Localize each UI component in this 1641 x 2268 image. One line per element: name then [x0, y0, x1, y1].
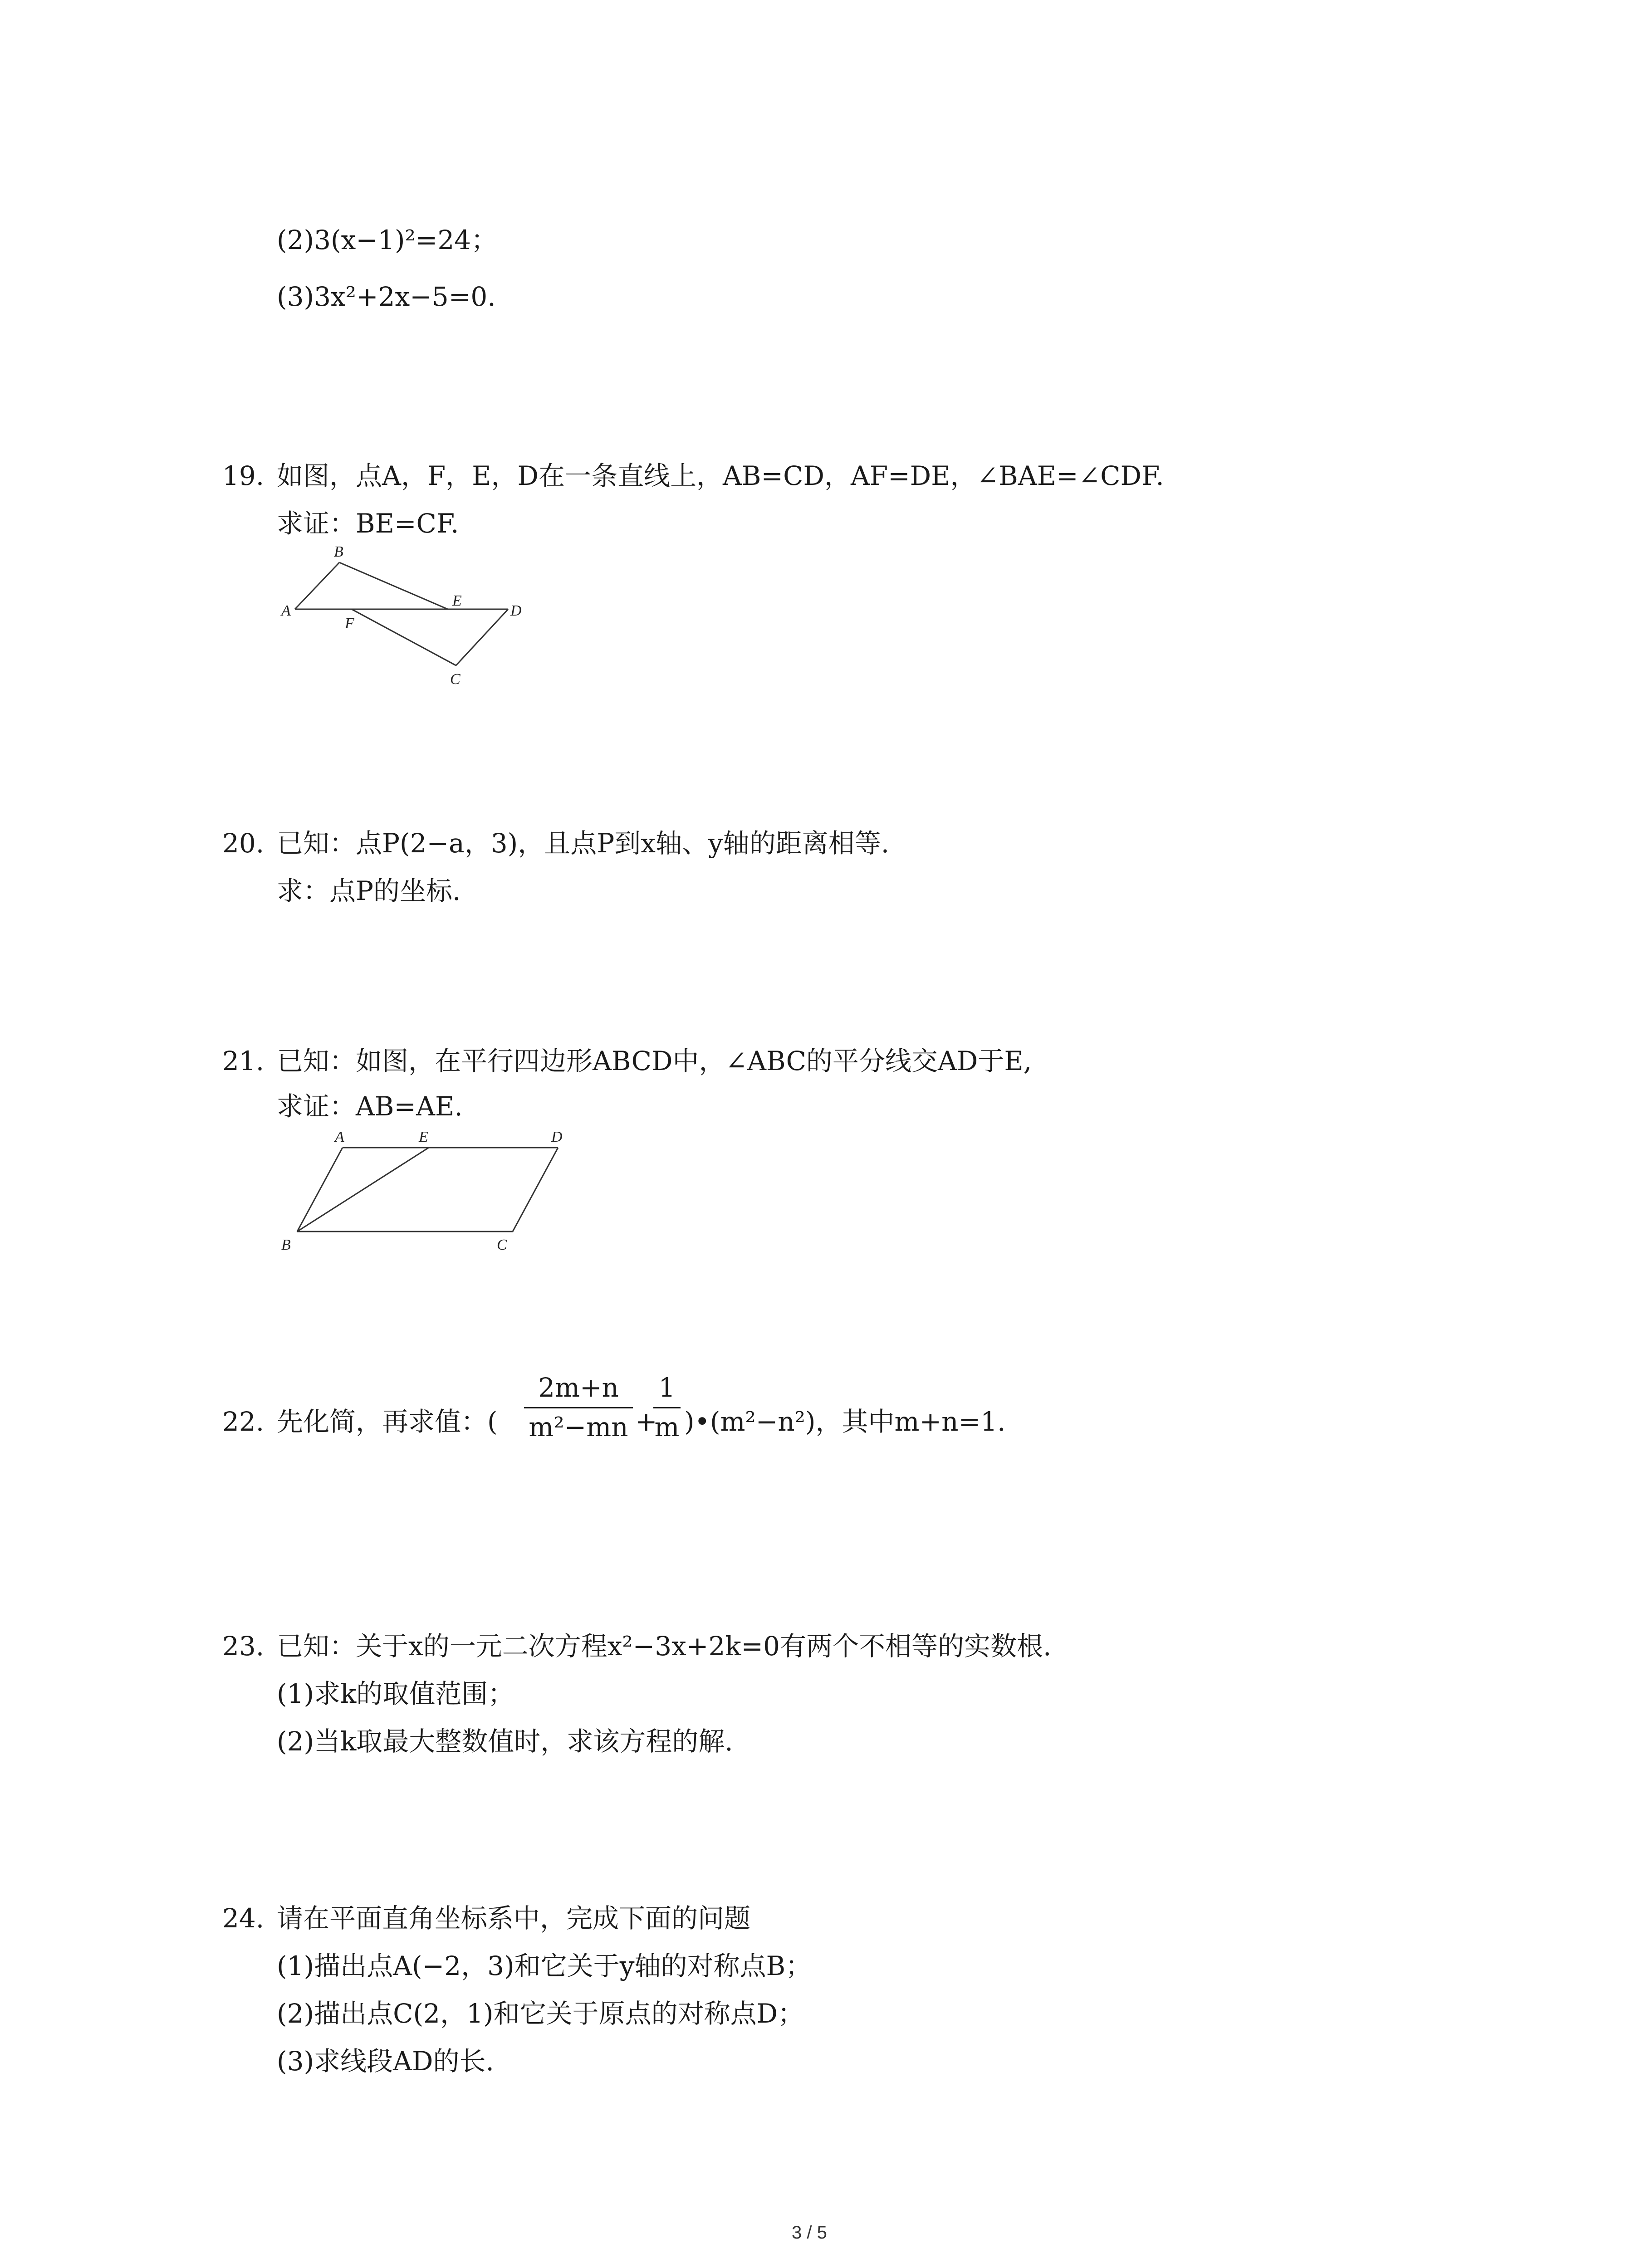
- p20-ask: 求：点P的坐标.: [277, 875, 461, 906]
- p24-statement: 请在平面直角坐标系中，完成下面的问题: [277, 1903, 751, 1934]
- p22-prefix: 先化简，再求值：(: [277, 1406, 498, 1437]
- p19-label-e: E: [452, 592, 462, 609]
- p19-label-f: F: [345, 615, 354, 632]
- p21-label-c: C: [497, 1237, 507, 1253]
- p22-fraction-2: [653, 1374, 681, 1440]
- p19-label-b: B: [334, 543, 343, 560]
- p21-statement: 已知：如图，在平行四边形ABCD中，∠ABC的平分线交AD于E,: [277, 1046, 1032, 1076]
- p21-label-d: D: [551, 1129, 563, 1145]
- p19-number: 19.: [222, 460, 265, 491]
- p23-number: 23.: [222, 1631, 265, 1662]
- p20-statement: 已知：点P(2−a，3)，且点P到x轴、y轴的距离相等.: [277, 828, 890, 859]
- p24-part1: (1)描出点A(−2，3)和它关于y轴的对称点B；: [277, 1950, 812, 1981]
- p22-frac1-numerator: 2m+n: [538, 1372, 619, 1403]
- p19-label-d: D: [510, 602, 522, 619]
- p22-fraction-1: [524, 1374, 633, 1440]
- p23-part1: (1)求k的取值范围；: [277, 1678, 514, 1709]
- p18-part2: (2)3(x−1)²=24；: [277, 225, 498, 255]
- p21-figure: [272, 1125, 590, 1256]
- p21-label-a: A: [335, 1129, 344, 1145]
- p24-number: 24.: [222, 1903, 265, 1934]
- p22-suffix: )•(m²−n²)，其中m+n=1.: [684, 1406, 1006, 1437]
- p22-frac2-denominator: m: [654, 1412, 680, 1442]
- page-number: 3 / 5: [792, 2223, 827, 2243]
- p24-part3: (3)求线段AD的长.: [277, 2046, 494, 2077]
- p19-prove: 求证：BE=CF.: [277, 508, 459, 539]
- p19-statement: 如图，点A，F，E，D在一条直线上，AB=CD，AF=DE，∠BAE=∠CDF.: [277, 460, 1164, 491]
- p18-part3: (3)3x²+2x−5=0.: [277, 281, 496, 312]
- p22-number: 22.: [222, 1406, 265, 1437]
- p22-plus: +: [635, 1406, 657, 1437]
- p21-prove: 求证：AB=AE.: [277, 1091, 463, 1122]
- p24-part2: (2)描出点C(2，1)和它关于原点的对称点D；: [277, 1998, 804, 2029]
- p20-number: 20.: [222, 828, 265, 859]
- p23-part2: (2)当k取最大整数值时，求该方程的解.: [277, 1726, 733, 1757]
- p19-label-a: A: [281, 602, 291, 619]
- p23-statement: 已知：关于x的一元二次方程x²−3x+2k=0有两个不相等的实数根.: [277, 1631, 1052, 1662]
- p21-label-b: B: [281, 1237, 291, 1253]
- p19-label-c: C: [450, 671, 460, 688]
- p22-frac2-numerator: 1: [658, 1372, 676, 1403]
- p21-label-e: E: [419, 1129, 428, 1145]
- p19-figure: [272, 535, 535, 694]
- p22-frac1-denominator: m²−mn: [529, 1412, 628, 1442]
- p21-number: 21.: [222, 1046, 265, 1076]
